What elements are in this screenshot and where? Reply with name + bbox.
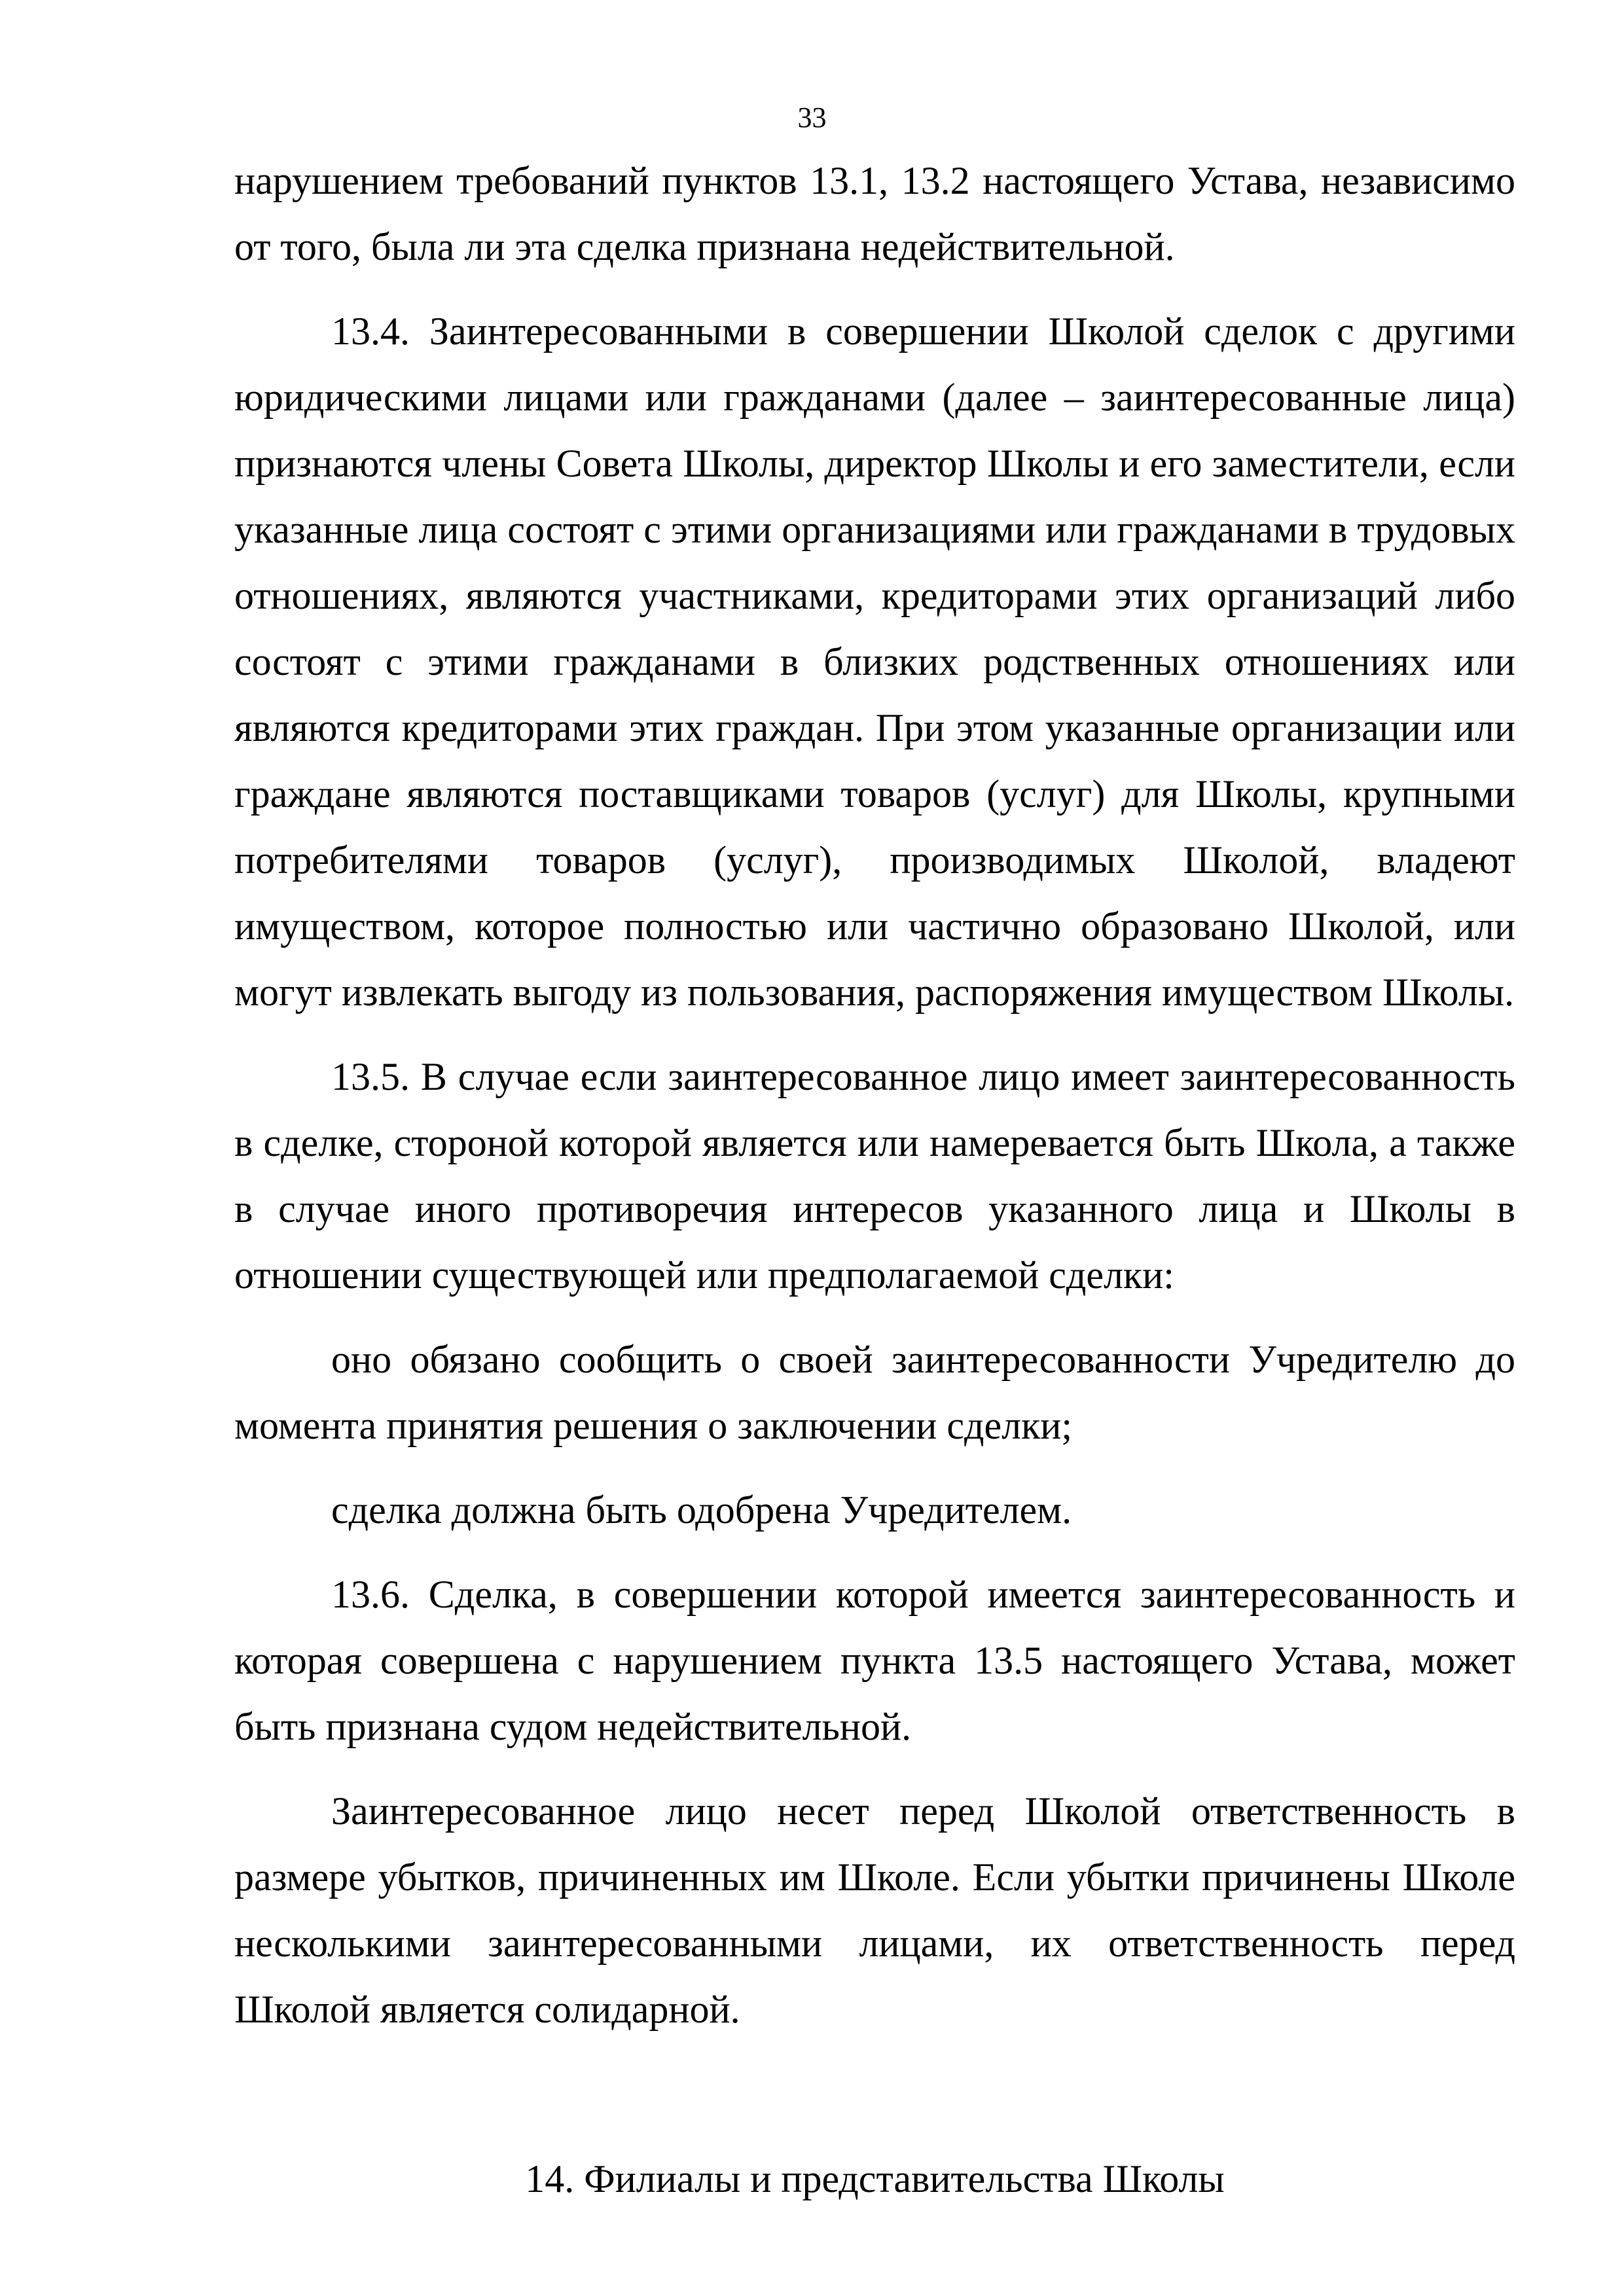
paragraph-13-5-item-1: оно обязано сообщить о своей заинтересованности Учредителю до момента принятия решения о заключении сделки; <box>234 1338 1515 1447</box>
section-heading: 14. Филиалы и представительства Школы <box>525 2157 1225 2200</box>
paragraph-continuation: нарушением требований пунктов 13.1, 13.2 настоящего Устава, независимо от того, была ли эта сделка признана недействительной. <box>234 159 1515 268</box>
paragraph-13-6-liability: Заинтересованное лицо несет перед Школой ответственность в размере убытков, причиненных им Школе. Если убытки причинены Школе несколькими заинтересованными лицами, их ответственность перед Школой является солидарной. <box>234 1789 1515 2031</box>
page-number: 33 <box>797 101 827 134</box>
paragraph-13-4: 13.4. Заинтересованными в совершении Школой сделок с другими юридическими лицами или гражданами (далее – заинтересованные лица) признаются члены Совета Школы, директор Школы и его заместители, если указанные лица состоят с этими организациями или гражданами в трудовых отношениях, являются участниками, кредиторами этих организаций либо состоят с этими гражданами в близких родственных отношениях или являются кредиторами этих граждан. При этом указанные организации или граждане являются поставщиками товаров (услуг) для Школы, крупными потребителями товаров (услуг), производимых Школой, владеют имуществом, которое полностью или частично образовано Школой, или могут извлекать выгоду из пользования, распоряжения имуществом Школы. <box>234 310 1515 1014</box>
paragraph-13-6: 13.6. Сделка, в совершении которой имеется заинтересованность и которая совершена с нарушением пункта 13.5 настоящего Устава, может быть признана судом недействительной. <box>234 1573 1515 1748</box>
document-body <box>234 148 1515 2212</box>
paragraph-13-5: 13.5. В случае если заинтересованное лицо имеет заинтересованность в сделке, стороной которой является или намеревается быть Школа, а также в случае иного противоречия интересов указанного лица и Школы в отношении существующей или предполагаемой сделки: <box>234 1055 1515 1297</box>
paragraph-13-5-item-2: сделка должна быть одобрена Учредителем. <box>331 1488 1072 1532</box>
